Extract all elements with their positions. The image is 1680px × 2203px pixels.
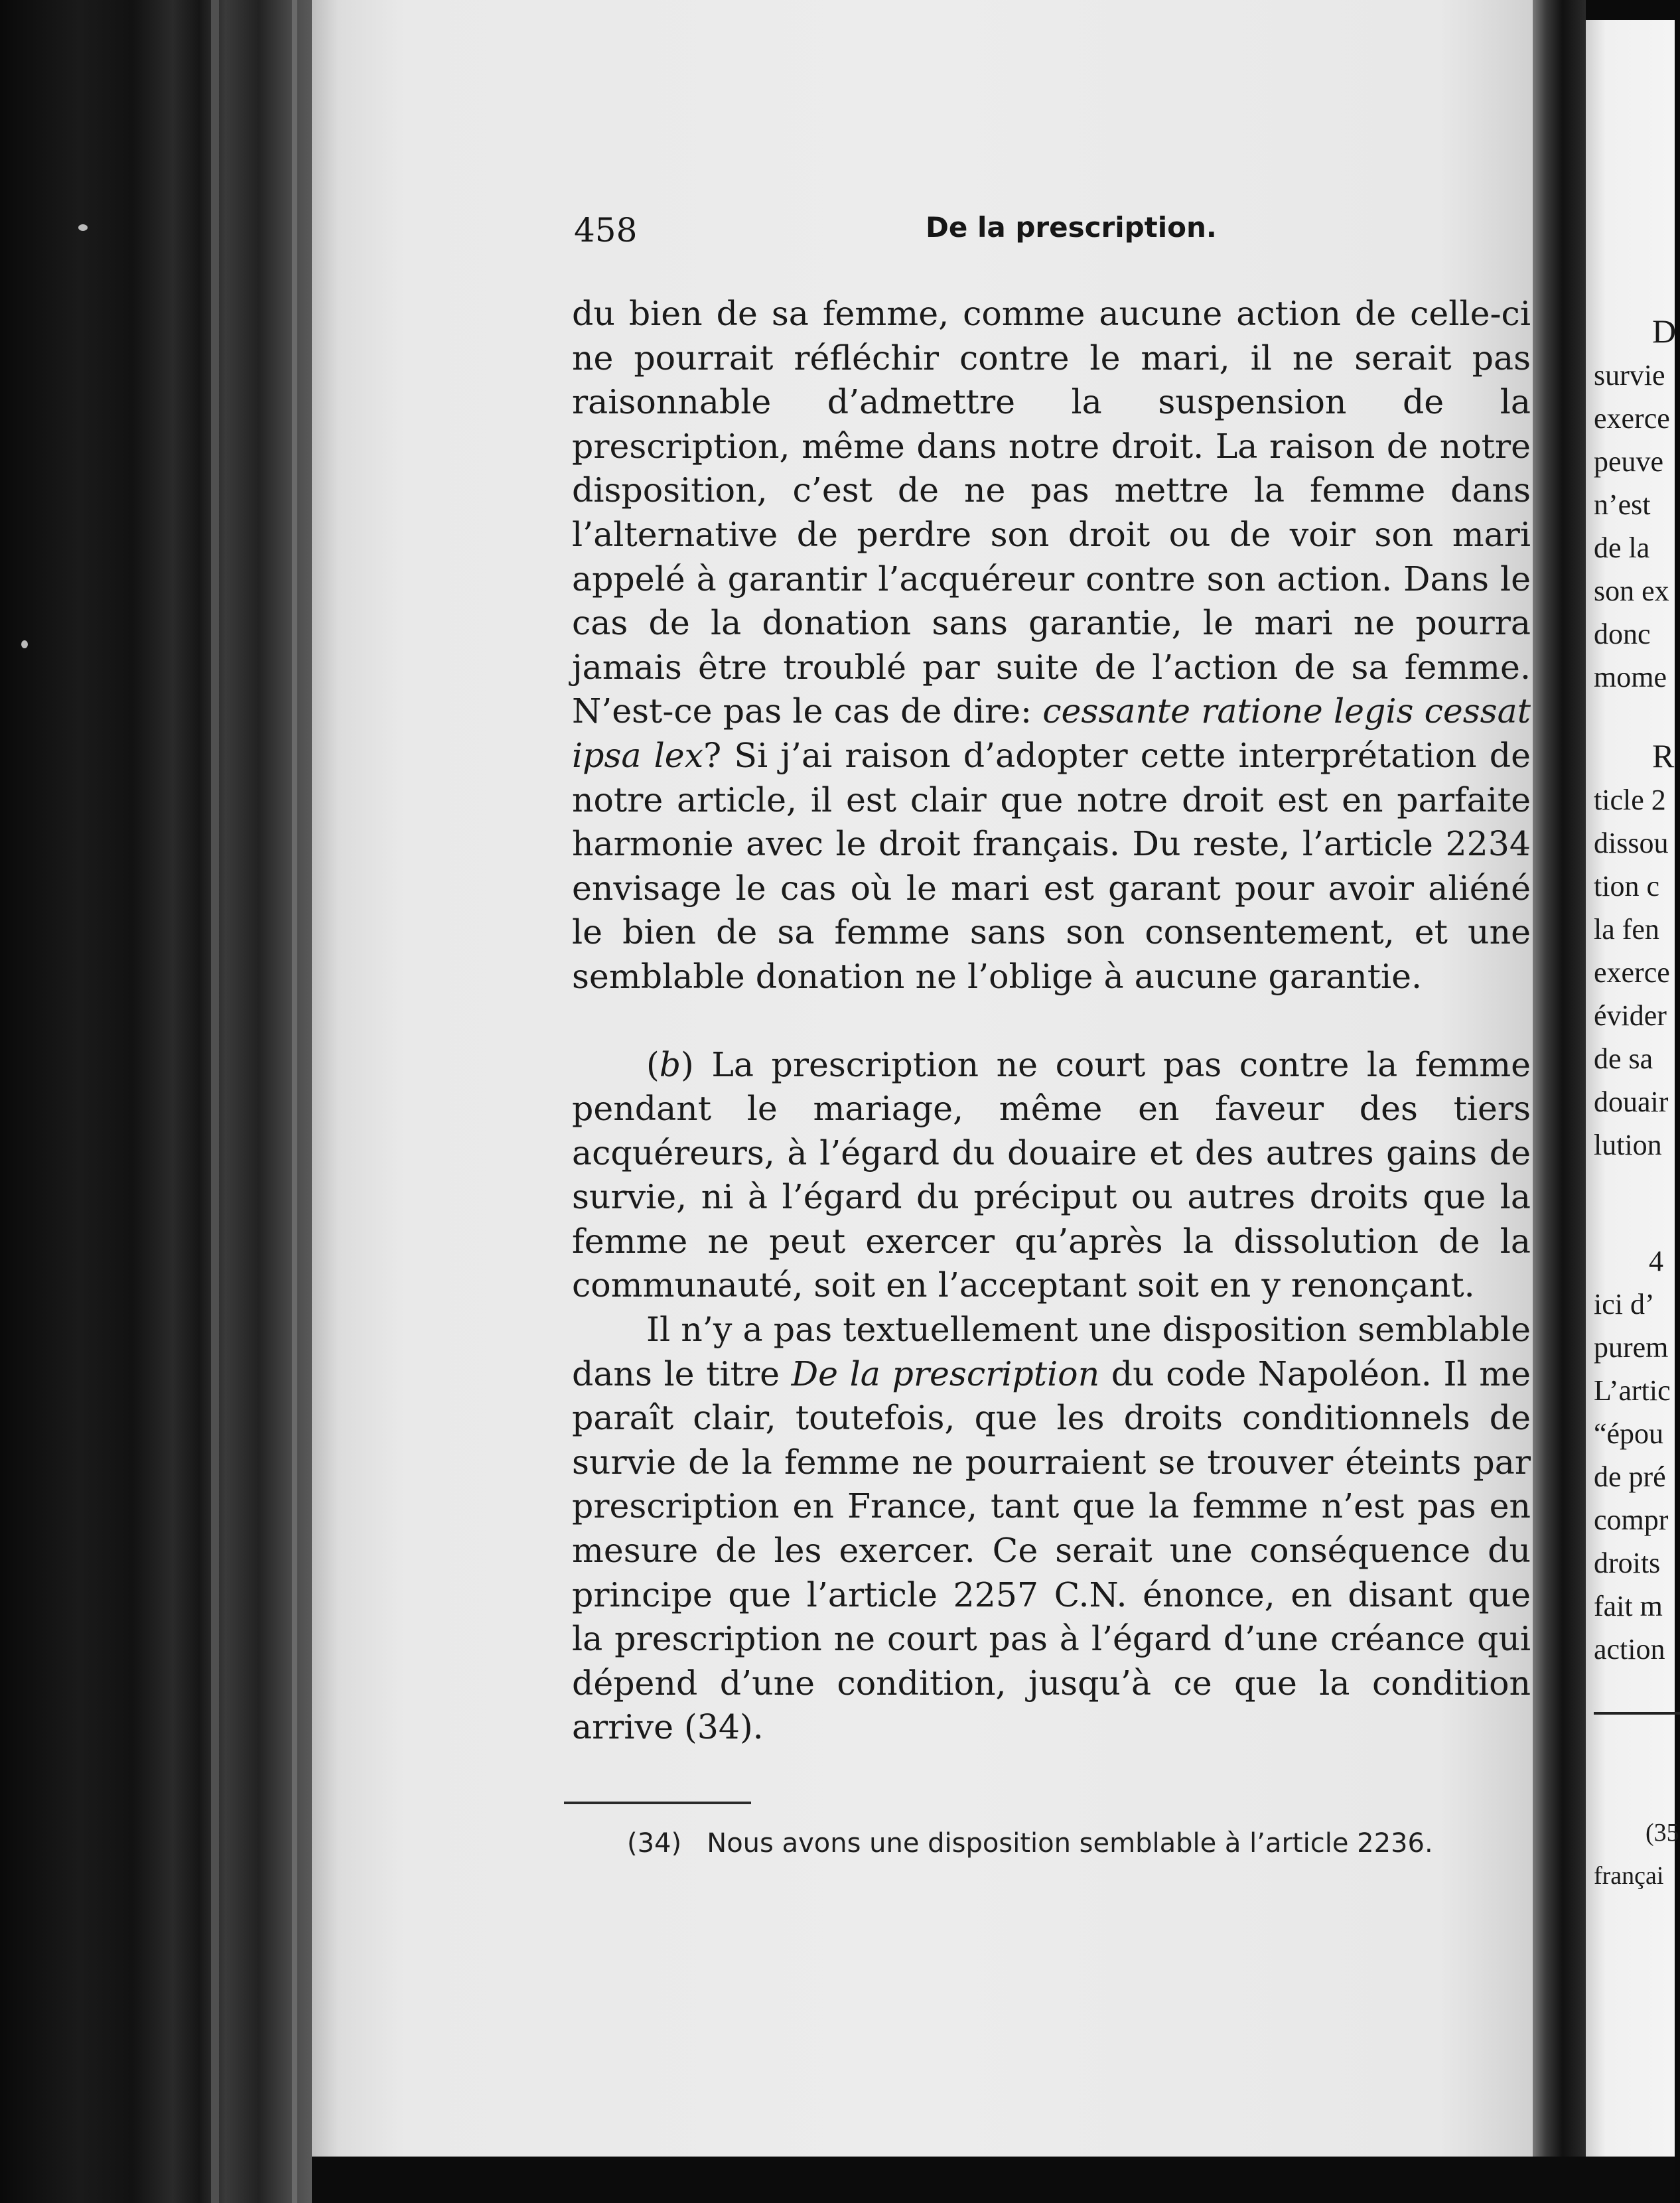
page-number: 458 [574,211,638,249]
facing-page-line: donc [1594,618,1651,650]
facing-page-line: purem [1594,1331,1669,1364]
facing-page-line: de pré [1594,1460,1666,1493]
footnote-marker: (34) [627,1828,682,1859]
paragraph-2-label: b [659,1044,681,1084]
footnote-rule [564,1802,751,1804]
paragraph-3-text: Il n’y a pas textuellement une disposition semblable dans le titre [572,1310,1531,1393]
facing-page-line: survie [1594,359,1665,391]
facing-page-line: compr [1594,1504,1669,1536]
latin-maxim: cessante ratione legis cessat ipsa lex [572,691,1531,775]
paragraph-3 [572,1308,1531,1750]
binding-edge [211,0,219,2203]
footnote [627,1828,1516,1859]
facing-page-line: la fen [1594,913,1659,946]
bottom-shadow [312,2157,1675,2203]
facing-page-line: action [1594,1633,1665,1666]
facing-page-line: exerce [1594,956,1670,989]
facing-page-line: “épou [1594,1417,1664,1450]
facing-page-line: de sa [1594,1042,1653,1075]
facing-page-line: peuve [1594,445,1664,478]
paragraph-1-continuation: ? Si j’ai raison d’adopter cette interprétation de notre article, il est clair que notre droit est en parfaite harmonie avec le droit français. Du reste, l’article 2234 envisage le cas où le mari est garant pour avoir aliéné le bien de sa femme sans son consentement, et une semblable donation ne l’oblige à aucune garantie. [572,735,1531,996]
paragraph-1-text: du bien de sa femme, comme aucune action de celle-ci ne pourrait réfléchir contre le mari, il ne serait pas raisonnable d’admettre la suspension de la prescription, même dans notre droit. La raison de notre disposition, c’est de ne pas mettre la femme dans l’alternative de perdre son droit ou de voir son mari appelé à garantir l’acquéreur contre son action. Dans le cas de la donation sans garantie, le mari ne pourra jamais être troublé par suite de l’action de sa femme. N’est-ce pas le cas de dire: [572,294,1531,731]
facing-page-line: fait m [1594,1590,1663,1622]
facing-page-line: mome [1594,661,1667,693]
facing-page-line: douair [1594,1086,1669,1118]
facing-page-line: françai [1594,1862,1664,1890]
binding-gutter [0,0,312,2203]
page-fold [1533,0,1586,2203]
facing-page-line: n’est [1594,488,1651,521]
facing-page-line: (35 [1645,1819,1679,1847]
facing-page [1586,20,1679,2163]
binding-edge [292,0,297,2203]
facing-page-line: évider [1594,999,1667,1032]
page-body [572,292,1531,1750]
facing-page-line: lution [1594,1129,1662,1161]
facing-page-line: son ex [1594,575,1669,607]
facing-page-line: 4 [1649,1245,1663,1277]
facing-page-line: R [1652,737,1675,774]
facing-page-line: droits [1594,1547,1661,1579]
paragraph-1 [572,292,1531,999]
facing-page-line: ici d’ [1594,1288,1655,1320]
dust-speck [78,224,88,231]
facing-page-line: tion c [1594,870,1659,902]
facing-page-line: dissou [1594,827,1669,859]
paragraph-2-label-close: ) [681,1044,694,1084]
facing-page-line: ticle 2 [1594,784,1666,816]
paragraph-2-label-open: ( [646,1044,660,1084]
paragraph-2-text: La prescription ne court pas contre la femme pendant le mariage, même en faveur des tiers acquéreurs, à l’égard du douaire et des autres gains de survie, ni à l’égard du préciput ou autres droits que la femme ne peut exercer qu’après la dissolution de la communauté, soit en l’acceptant soit en y renonçant. [572,1044,1531,1305]
facing-footnote-rule [1594,1712,1680,1715]
facing-page-line: exerce [1594,402,1670,435]
facing-page-line: D [1652,313,1677,350]
paragraph-2 [572,1043,1531,1309]
dust-speck [21,640,28,648]
footnote-text: Nous avons une disposition semblable à l’article 2236. [707,1828,1433,1859]
facing-page-line: de la [1594,532,1650,564]
facing-page-line: L’artic [1594,1374,1671,1407]
running-title: De la prescription. [926,211,1217,244]
title-reference: De la prescription [791,1354,1100,1393]
paragraph-3-continuation: du code Napoléon. Il me paraît clair, toutefois, que les droits conditionnels de survie de la femme ne pourraient se trouver éteints par prescription en France, tant que la femme n’est pas en mesure de les exercer. Ce serait une conséquence du principe que l’article 2257 C.N. énonce, en disant que la prescription ne court pas à l’égard d’une créance qui dépend d’une condition, jusqu’à ce que la condition arrive (34). [572,1354,1531,1747]
